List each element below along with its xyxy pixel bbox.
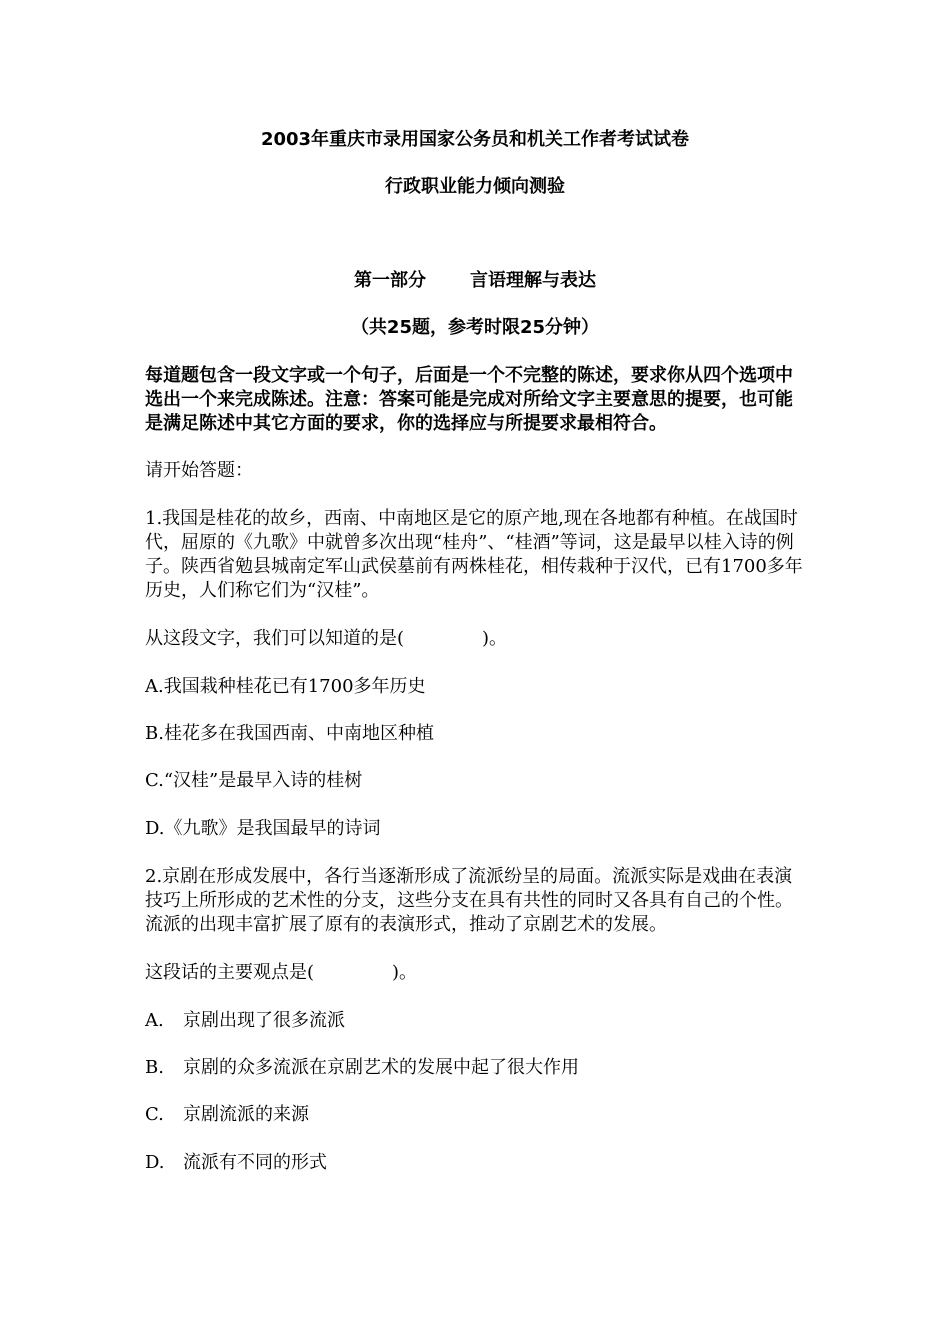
start-prompt: 请开始答题：	[145, 460, 253, 481]
question-1-stem-text: 从这段文字，我们可以知道的是(	[145, 628, 405, 649]
option-text: 流派有不同的形式	[183, 1152, 327, 1173]
instructions-paragraph: 每道题包含一段文字或一个句子，后面是一个不完整的陈述，要求你从四个选项中选出一个来完成陈述。注意：答案可能是完成对所给文字主要意思的提要，也可能是满足陈述中其它方面的要求，你的选择应与所提要求最相符合。	[145, 365, 793, 434]
option-text: 京剧流派的来源	[183, 1104, 309, 1125]
section-part: 第一部分	[354, 270, 426, 291]
question-1-option-a: A.我国栽种桂花已有1700多年历史	[145, 676, 426, 697]
option-letter: D.	[145, 1152, 165, 1173]
question-1-passage: 1.我国是桂花的故乡，西南、中南地区是它的原产地,现在各地都有种植。在战国时代，屈原的《九歌》中就曾多次出现“桂舟”、“桂酒”等词，这是最早以桂入诗的例子。陕西省勉县城南定军山武侯墓前有两株桂花，相传栽种于汉代，已有1700多年历史，人们称它们为“汉桂”。	[145, 508, 803, 601]
question-1-option-c: C.“汉桂”是最早入诗的桂树	[145, 770, 363, 791]
question-2-option-c	[145, 1103, 309, 1127]
question-1-option-b: B.桂花多在我国西南、中南地区种植	[145, 723, 434, 744]
question-2-option-a	[145, 1009, 345, 1033]
question-1-stem-end: )。	[482, 628, 508, 649]
option-letter: A.	[145, 1010, 164, 1031]
question-1-option-d: D.《九歌》是我国最早的诗词	[145, 818, 381, 839]
question-1-stem	[145, 627, 507, 651]
exam-title: 2003年重庆市录用国家公务员和机关工作者考试试卷	[260, 129, 690, 150]
option-text: 京剧出现了很多流派	[183, 1010, 345, 1031]
section-name: 言语理解与表达	[470, 270, 596, 291]
question-2-stem-text: 这段话的主要观点是(	[145, 962, 315, 983]
question-2-option-d	[145, 1151, 327, 1175]
question-2-stem-end: )。	[392, 962, 418, 983]
section-meta: （共25题，参考时限25分钟）	[350, 317, 600, 338]
question-2-passage: 2.京剧在形成发展中，各行当逐渐形成了流派纷呈的局面。流派实际是戏曲在表演技巧上所形成的艺术性的分支，这些分支在具有共性的同时又各具有自己的个性。流派的出现丰富扩展了原有的表演形式，推动了京剧艺术的发展。	[145, 866, 793, 935]
option-letter: C.	[145, 1104, 164, 1125]
option-letter: B.	[145, 1057, 164, 1078]
exam-subtitle: 行政职业能力倾向测验	[385, 176, 565, 197]
question-2-stem	[145, 961, 417, 985]
question-2-option-b	[145, 1056, 579, 1080]
option-text: 京剧的众多流派在京剧艺术的发展中起了很大作用	[183, 1057, 579, 1078]
section-heading	[0, 269, 950, 293]
